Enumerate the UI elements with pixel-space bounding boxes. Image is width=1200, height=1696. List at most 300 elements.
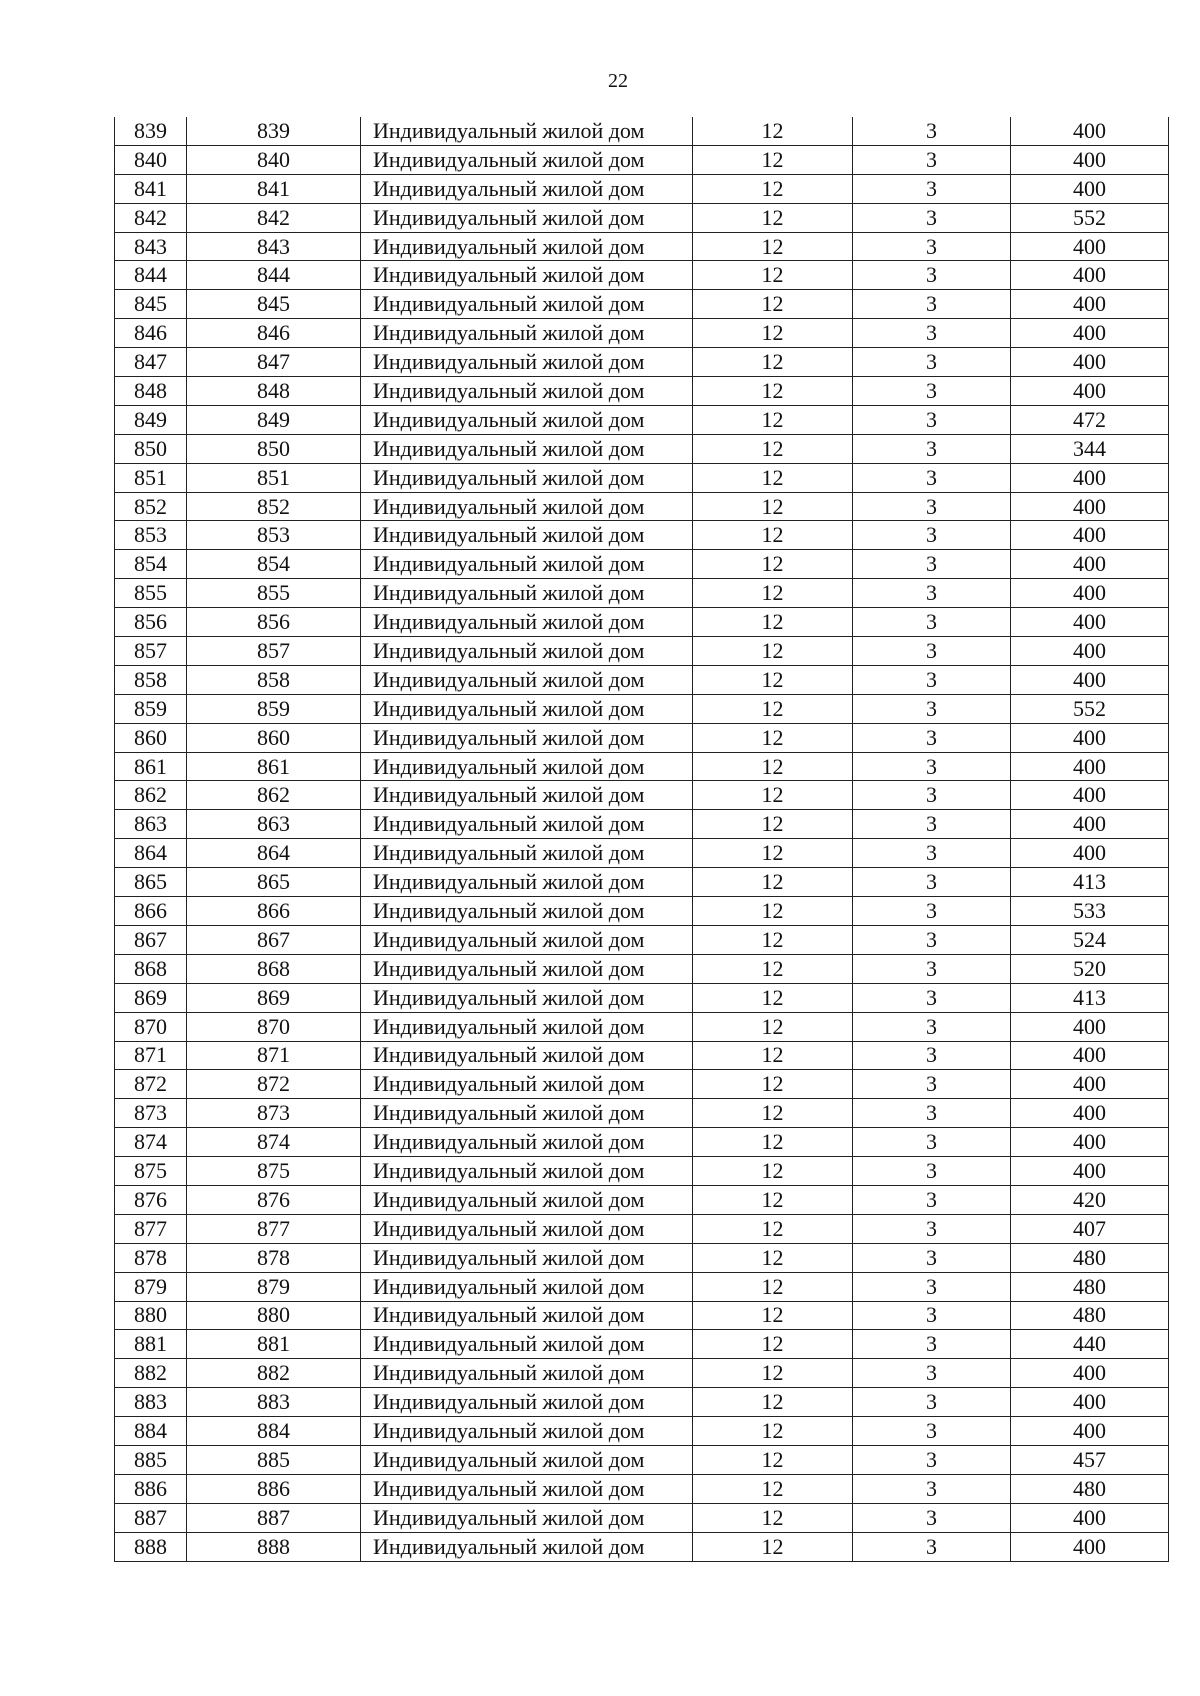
cell-value-a: 12 (693, 1330, 853, 1359)
cell-plot-number: 863 (187, 810, 361, 839)
table-row (115, 1330, 1169, 1359)
cell-plot-number: 854 (187, 550, 361, 579)
table-row (115, 1503, 1169, 1532)
cell-object-type: Индивидуальный жилой дом (361, 145, 693, 174)
table-row (115, 1012, 1169, 1041)
cell-area: 400 (1011, 839, 1169, 868)
table-row (115, 1388, 1169, 1417)
cell-object-type: Индивидуальный жилой дом (361, 1532, 693, 1561)
data-table (114, 117, 1169, 1562)
cell-area: 400 (1011, 492, 1169, 521)
cell-value-a: 12 (693, 810, 853, 839)
cell-value-a: 12 (693, 839, 853, 868)
cell-row-number: 851 (115, 463, 187, 492)
table-row (115, 839, 1169, 868)
cell-value-b: 3 (853, 145, 1011, 174)
cell-row-number: 870 (115, 1012, 187, 1041)
cell-object-type: Индивидуальный жилой дом (361, 810, 693, 839)
cell-row-number: 873 (115, 1099, 187, 1128)
cell-value-a: 12 (693, 290, 853, 319)
cell-value-a: 12 (693, 1128, 853, 1157)
cell-object-type: Индивидуальный жилой дом (361, 348, 693, 377)
cell-value-a: 12 (693, 1070, 853, 1099)
cell-object-type: Индивидуальный жилой дом (361, 954, 693, 983)
cell-object-type: Индивидуальный жилой дом (361, 925, 693, 954)
cell-area: 400 (1011, 1070, 1169, 1099)
cell-row-number: 855 (115, 579, 187, 608)
cell-area: 457 (1011, 1445, 1169, 1474)
cell-object-type: Индивидуальный жилой дом (361, 1388, 693, 1417)
cell-value-b: 3 (853, 1445, 1011, 1474)
cell-object-type: Индивидуальный жилой дом (361, 1445, 693, 1474)
cell-plot-number: 881 (187, 1330, 361, 1359)
cell-value-a: 12 (693, 1359, 853, 1388)
cell-value-b: 3 (853, 694, 1011, 723)
cell-object-type: Индивидуальный жилой дом (361, 377, 693, 406)
cell-plot-number: 877 (187, 1214, 361, 1243)
cell-value-b: 3 (853, 810, 1011, 839)
cell-plot-number: 879 (187, 1272, 361, 1301)
cell-value-b: 3 (853, 117, 1011, 145)
cell-plot-number: 861 (187, 752, 361, 781)
cell-object-type: Индивидуальный жилой дом (361, 1070, 693, 1099)
table-row (115, 348, 1169, 377)
cell-value-a: 12 (693, 1445, 853, 1474)
cell-plot-number: 883 (187, 1388, 361, 1417)
cell-value-a: 12 (693, 1388, 853, 1417)
cell-area: 472 (1011, 405, 1169, 434)
cell-value-b: 3 (853, 954, 1011, 983)
cell-area: 440 (1011, 1330, 1169, 1359)
cell-plot-number: 850 (187, 434, 361, 463)
cell-object-type: Индивидуальный жилой дом (361, 117, 693, 145)
table-row (115, 694, 1169, 723)
cell-object-type: Индивидуальный жилой дом (361, 405, 693, 434)
cell-row-number: 881 (115, 1330, 187, 1359)
cell-area: 520 (1011, 954, 1169, 983)
cell-plot-number: 884 (187, 1417, 361, 1446)
cell-value-b: 3 (853, 1012, 1011, 1041)
cell-row-number: 862 (115, 781, 187, 810)
cell-value-a: 12 (693, 694, 853, 723)
table-row (115, 550, 1169, 579)
cell-plot-number: 859 (187, 694, 361, 723)
cell-plot-number: 840 (187, 145, 361, 174)
table-row (115, 608, 1169, 637)
table-row (115, 868, 1169, 897)
cell-object-type: Индивидуальный жилой дом (361, 203, 693, 232)
cell-row-number: 879 (115, 1272, 187, 1301)
cell-area: 400 (1011, 550, 1169, 579)
table-row (115, 1041, 1169, 1070)
cell-value-b: 3 (853, 839, 1011, 868)
cell-value-a: 12 (693, 665, 853, 694)
cell-plot-number: 872 (187, 1070, 361, 1099)
cell-value-a: 12 (693, 1301, 853, 1330)
cell-value-b: 3 (853, 1243, 1011, 1272)
cell-area: 400 (1011, 1388, 1169, 1417)
cell-plot-number: 868 (187, 954, 361, 983)
cell-plot-number: 867 (187, 925, 361, 954)
table-row (115, 1214, 1169, 1243)
cell-value-a: 12 (693, 1503, 853, 1532)
table-row (115, 290, 1169, 319)
cell-row-number: 854 (115, 550, 187, 579)
cell-value-a: 12 (693, 1041, 853, 1070)
table-row (115, 1070, 1169, 1099)
cell-row-number: 848 (115, 377, 187, 406)
table-row (115, 1474, 1169, 1503)
table-row (115, 723, 1169, 752)
cell-value-a: 12 (693, 1185, 853, 1214)
cell-area: 480 (1011, 1243, 1169, 1272)
cell-plot-number: 873 (187, 1099, 361, 1128)
table-row (115, 1099, 1169, 1128)
cell-value-b: 3 (853, 1474, 1011, 1503)
cell-row-number: 845 (115, 290, 187, 319)
table-row (115, 897, 1169, 926)
cell-row-number: 849 (115, 405, 187, 434)
cell-row-number: 883 (115, 1388, 187, 1417)
cell-value-a: 12 (693, 521, 853, 550)
cell-area: 400 (1011, 1128, 1169, 1157)
cell-value-b: 3 (853, 174, 1011, 203)
cell-value-a: 12 (693, 1272, 853, 1301)
cell-row-number: 878 (115, 1243, 187, 1272)
table-row (115, 579, 1169, 608)
cell-object-type: Индивидуальный жилой дом (361, 434, 693, 463)
cell-plot-number: 871 (187, 1041, 361, 1070)
cell-row-number: 860 (115, 723, 187, 752)
cell-area: 420 (1011, 1185, 1169, 1214)
cell-plot-number: 874 (187, 1128, 361, 1157)
cell-plot-number: 857 (187, 637, 361, 666)
cell-row-number: 865 (115, 868, 187, 897)
cell-row-number: 867 (115, 925, 187, 954)
cell-value-b: 3 (853, 1417, 1011, 1446)
cell-area: 400 (1011, 723, 1169, 752)
cell-value-a: 12 (693, 1532, 853, 1561)
cell-value-a: 12 (693, 608, 853, 637)
cell-plot-number: 862 (187, 781, 361, 810)
cell-value-b: 3 (853, 868, 1011, 897)
table-row (115, 1243, 1169, 1272)
cell-row-number: 869 (115, 983, 187, 1012)
cell-value-b: 3 (853, 232, 1011, 261)
cell-value-a: 12 (693, 1099, 853, 1128)
cell-area: 413 (1011, 868, 1169, 897)
cell-object-type: Индивидуальный жилой дом (361, 1474, 693, 1503)
cell-area: 400 (1011, 463, 1169, 492)
cell-plot-number: 878 (187, 1243, 361, 1272)
cell-value-b: 3 (853, 405, 1011, 434)
cell-row-number: 875 (115, 1157, 187, 1186)
cell-value-a: 12 (693, 203, 853, 232)
cell-object-type: Индивидуальный жилой дом (361, 463, 693, 492)
cell-value-b: 3 (853, 752, 1011, 781)
table-row (115, 1185, 1169, 1214)
cell-row-number: 842 (115, 203, 187, 232)
cell-value-b: 3 (853, 319, 1011, 348)
cell-row-number: 841 (115, 174, 187, 203)
cell-row-number: 877 (115, 1214, 187, 1243)
cell-row-number: 882 (115, 1359, 187, 1388)
cell-plot-number: 882 (187, 1359, 361, 1388)
cell-area: 400 (1011, 665, 1169, 694)
cell-plot-number: 852 (187, 492, 361, 521)
cell-area: 400 (1011, 1157, 1169, 1186)
cell-value-a: 12 (693, 319, 853, 348)
cell-plot-number: 875 (187, 1157, 361, 1186)
cell-value-a: 12 (693, 983, 853, 1012)
table-row (115, 521, 1169, 550)
cell-value-b: 3 (853, 1041, 1011, 1070)
table-row (115, 232, 1169, 261)
cell-value-a: 12 (693, 579, 853, 608)
table-row (115, 1157, 1169, 1186)
cell-value-a: 12 (693, 1214, 853, 1243)
cell-area: 400 (1011, 1503, 1169, 1532)
cell-value-b: 3 (853, 1185, 1011, 1214)
cell-value-b: 3 (853, 1330, 1011, 1359)
cell-value-b: 3 (853, 579, 1011, 608)
cell-value-b: 3 (853, 897, 1011, 926)
cell-object-type: Индивидуальный жилой дом (361, 1185, 693, 1214)
cell-value-a: 12 (693, 1012, 853, 1041)
table-body (115, 117, 1169, 1561)
cell-plot-number: 880 (187, 1301, 361, 1330)
cell-row-number: 880 (115, 1301, 187, 1330)
cell-value-a: 12 (693, 752, 853, 781)
cell-row-number: 847 (115, 348, 187, 377)
cell-row-number: 886 (115, 1474, 187, 1503)
cell-value-a: 12 (693, 261, 853, 290)
table-row (115, 174, 1169, 203)
cell-row-number: 872 (115, 1070, 187, 1099)
cell-row-number: 885 (115, 1445, 187, 1474)
cell-area: 533 (1011, 897, 1169, 926)
cell-row-number: 846 (115, 319, 187, 348)
cell-object-type: Индивидуальный жилой дом (361, 1099, 693, 1128)
cell-plot-number: 841 (187, 174, 361, 203)
cell-area: 407 (1011, 1214, 1169, 1243)
cell-area: 400 (1011, 117, 1169, 145)
table-row (115, 145, 1169, 174)
cell-area: 400 (1011, 781, 1169, 810)
cell-value-b: 3 (853, 463, 1011, 492)
cell-value-b: 3 (853, 521, 1011, 550)
cell-plot-number: 860 (187, 723, 361, 752)
cell-value-b: 3 (853, 290, 1011, 319)
cell-value-a: 12 (693, 405, 853, 434)
cell-value-a: 12 (693, 550, 853, 579)
cell-area: 400 (1011, 232, 1169, 261)
table-row (115, 1359, 1169, 1388)
cell-value-b: 3 (853, 665, 1011, 694)
cell-value-a: 12 (693, 1474, 853, 1503)
cell-object-type: Индивидуальный жилой дом (361, 983, 693, 1012)
cell-plot-number: 848 (187, 377, 361, 406)
table-row (115, 810, 1169, 839)
cell-value-a: 12 (693, 1243, 853, 1272)
cell-plot-number: 846 (187, 319, 361, 348)
cell-value-a: 12 (693, 174, 853, 203)
cell-value-a: 12 (693, 868, 853, 897)
cell-row-number: 850 (115, 434, 187, 463)
table-row (115, 983, 1169, 1012)
cell-area: 400 (1011, 290, 1169, 319)
cell-area: 400 (1011, 1041, 1169, 1070)
cell-area: 400 (1011, 1099, 1169, 1128)
cell-row-number: 844 (115, 261, 187, 290)
cell-object-type: Индивидуальный жилой дом (361, 868, 693, 897)
table-row (115, 492, 1169, 521)
cell-row-number: 888 (115, 1532, 187, 1561)
cell-object-type: Индивидуальный жилой дом (361, 521, 693, 550)
cell-row-number: 840 (115, 145, 187, 174)
cell-object-type: Индивидуальный жилой дом (361, 665, 693, 694)
cell-object-type: Индивидуальный жилой дом (361, 752, 693, 781)
cell-area: 480 (1011, 1474, 1169, 1503)
cell-value-b: 3 (853, 781, 1011, 810)
cell-row-number: 884 (115, 1417, 187, 1446)
cell-value-b: 3 (853, 1070, 1011, 1099)
cell-object-type: Индивидуальный жилой дом (361, 1503, 693, 1532)
cell-object-type: Индивидуальный жилой дом (361, 1041, 693, 1070)
cell-value-b: 3 (853, 1301, 1011, 1330)
cell-value-a: 12 (693, 781, 853, 810)
cell-value-a: 12 (693, 145, 853, 174)
table-row (115, 752, 1169, 781)
page-number: 22 (608, 70, 628, 92)
cell-object-type: Индивидуальный жилой дом (361, 1330, 693, 1359)
table-row (115, 117, 1169, 145)
cell-object-type: Индивидуальный жилой дом (361, 1214, 693, 1243)
cell-plot-number: 888 (187, 1532, 361, 1561)
cell-plot-number: 870 (187, 1012, 361, 1041)
cell-area: 400 (1011, 810, 1169, 839)
cell-row-number: 861 (115, 752, 187, 781)
cell-plot-number: 856 (187, 608, 361, 637)
cell-area: 400 (1011, 752, 1169, 781)
cell-plot-number: 851 (187, 463, 361, 492)
cell-value-a: 12 (693, 348, 853, 377)
cell-plot-number: 864 (187, 839, 361, 868)
cell-value-a: 12 (693, 897, 853, 926)
cell-object-type: Индивидуальный жилой дом (361, 1359, 693, 1388)
cell-area: 480 (1011, 1301, 1169, 1330)
table-row (115, 203, 1169, 232)
table-row (115, 1532, 1169, 1561)
cell-value-b: 3 (853, 637, 1011, 666)
cell-object-type: Индивидуальный жилой дом (361, 839, 693, 868)
cell-area: 400 (1011, 348, 1169, 377)
cell-object-type: Индивидуальный жилой дом (361, 694, 693, 723)
cell-plot-number: 866 (187, 897, 361, 926)
cell-area: 400 (1011, 377, 1169, 406)
cell-area: 344 (1011, 434, 1169, 463)
cell-area: 400 (1011, 579, 1169, 608)
cell-area: 400 (1011, 637, 1169, 666)
cell-plot-number: 876 (187, 1185, 361, 1214)
cell-value-a: 12 (693, 117, 853, 145)
cell-object-type: Индивидуальный жилой дом (361, 1243, 693, 1272)
cell-area: 400 (1011, 261, 1169, 290)
cell-row-number: 868 (115, 954, 187, 983)
cell-value-b: 3 (853, 1532, 1011, 1561)
cell-object-type: Индивидуальный жилой дом (361, 781, 693, 810)
cell-plot-number: 847 (187, 348, 361, 377)
cell-value-b: 3 (853, 1157, 1011, 1186)
cell-value-b: 3 (853, 1214, 1011, 1243)
cell-area: 552 (1011, 694, 1169, 723)
table-row (115, 925, 1169, 954)
cell-object-type: Индивидуальный жилой дом (361, 1012, 693, 1041)
cell-plot-number: 869 (187, 983, 361, 1012)
cell-row-number: 874 (115, 1128, 187, 1157)
cell-area: 413 (1011, 983, 1169, 1012)
table-row (115, 405, 1169, 434)
cell-object-type: Индивидуальный жилой дом (361, 1301, 693, 1330)
cell-plot-number: 887 (187, 1503, 361, 1532)
cell-value-a: 12 (693, 463, 853, 492)
cell-value-b: 3 (853, 1359, 1011, 1388)
cell-area: 400 (1011, 1417, 1169, 1446)
table-row (115, 1128, 1169, 1157)
cell-plot-number: 839 (187, 117, 361, 145)
cell-value-a: 12 (693, 1417, 853, 1446)
cell-plot-number: 849 (187, 405, 361, 434)
table-row (115, 954, 1169, 983)
cell-plot-number: 853 (187, 521, 361, 550)
cell-value-b: 3 (853, 550, 1011, 579)
cell-area: 400 (1011, 1532, 1169, 1561)
cell-value-b: 3 (853, 1388, 1011, 1417)
table-row (115, 1272, 1169, 1301)
cell-object-type: Индивидуальный жилой дом (361, 723, 693, 752)
table-row (115, 434, 1169, 463)
cell-row-number: 856 (115, 608, 187, 637)
table-row (115, 377, 1169, 406)
cell-row-number: 887 (115, 1503, 187, 1532)
cell-object-type: Индивидуальный жилой дом (361, 1272, 693, 1301)
cell-object-type: Индивидуальный жилой дом (361, 174, 693, 203)
table-row (115, 1301, 1169, 1330)
cell-plot-number: 845 (187, 290, 361, 319)
cell-value-b: 3 (853, 608, 1011, 637)
cell-value-b: 3 (853, 492, 1011, 521)
cell-plot-number: 843 (187, 232, 361, 261)
cell-value-a: 12 (693, 434, 853, 463)
cell-value-b: 3 (853, 434, 1011, 463)
cell-plot-number: 844 (187, 261, 361, 290)
table-row (115, 665, 1169, 694)
cell-area: 400 (1011, 174, 1169, 203)
cell-area: 400 (1011, 145, 1169, 174)
cell-object-type: Индивидуальный жилой дом (361, 897, 693, 926)
cell-row-number: 871 (115, 1041, 187, 1070)
cell-value-b: 3 (853, 377, 1011, 406)
cell-object-type: Индивидуальный жилой дом (361, 579, 693, 608)
table-row (115, 637, 1169, 666)
cell-value-b: 3 (853, 1503, 1011, 1532)
cell-plot-number: 886 (187, 1474, 361, 1503)
cell-value-b: 3 (853, 1099, 1011, 1128)
table-row (115, 1445, 1169, 1474)
cell-area: 480 (1011, 1272, 1169, 1301)
cell-row-number: 852 (115, 492, 187, 521)
cell-row-number: 859 (115, 694, 187, 723)
